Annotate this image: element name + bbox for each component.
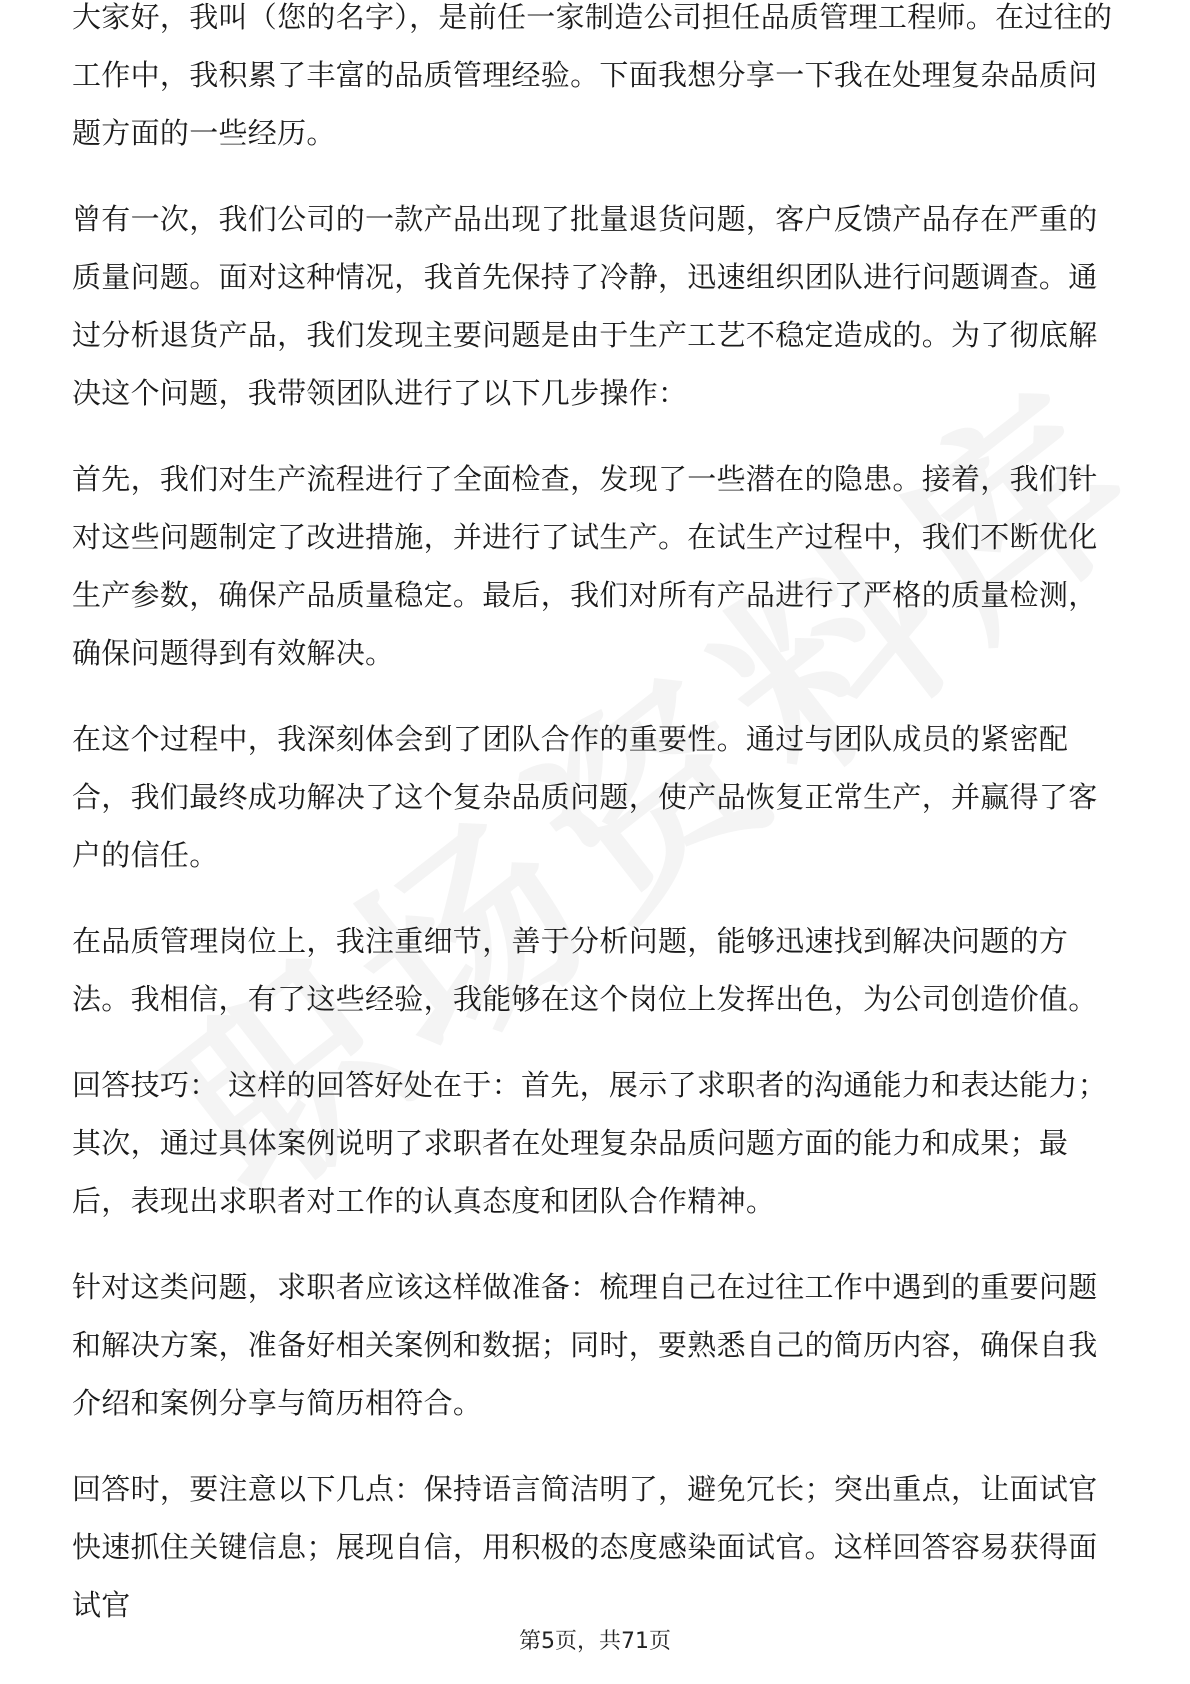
paragraph-preparation: 针对这类问题，求职者应该这样做准备：梳理自己在过往工作中遇到的重要问题和解决方案，准备好相关案例和数据；同时，要熟悉自己的简历内容，确保自我介绍和案例分享与简历相符合。 [72, 1270, 1098, 1420]
paragraph-attention-points: 回答时，要注意以下几点：保持语言简洁明了，避免冗长；突出重点，让面试官快速抓住关键信息；展现自信，用积极的态度感染面试官。这样回答容易获得面试官 [72, 1472, 1098, 1622]
paragraph-answer-tips: 回答技巧： 这样的回答好处在于：首先，展示了求职者的沟通能力和表达能力；其次，通过具体案例说明了求职者在处理复杂品质问题方面的能力和成果；最后，表现出求职者对工作的认真态度和团队合作精神。 [72, 1068, 1108, 1218]
paragraph-intro: 大家好，我叫（您的名字），是前任一家制造公司担任品质管理工程师。在过往的工作中，我积累了丰富的品质管理经验。下面我想分享一下我在处理复杂品质问题方面的一些经历。 [72, 0, 1113, 150]
paragraph-incident: 曾有一次，我们公司的一款产品出现了批量退货问题，客户反馈产品存在严重的质量问题。面对这种情况，我首先保持了冷静，迅速组织团队进行问题调查。通过分析退货产品，我们发现主要问题是由于生产工艺不稳定造成的。为了彻底解决这个问题，我带领团队进行了以下几步操作： [72, 202, 1098, 410]
paragraph-strengths: 在品质管理岗位上，我注重细节，善于分析问题，能够迅速找到解决问题的方法。我相信，有了这些经验，我能够在这个岗位上发挥出色，为公司创造价值。 [72, 924, 1098, 1016]
page-number-footer: 第5页，共71页 [519, 1629, 671, 1654]
paragraph-steps: 首先，我们对生产流程进行了全面检查，发现了一些潜在的隐患。接着，我们针对这些问题制定了改进措施，并进行了试生产。在试生产过程中，我们不断优化生产参数，确保产品质量稳定。最后，我们对所有产品进行了严格的质量检测，确保问题得到有效解决。 [72, 462, 1098, 670]
document-body [72, 0, 1118, 1662]
paragraph-teamwork: 在这个过程中，我深刻体会到了团队合作的重要性。通过与团队成员的紧密配合，我们最终成功解决了这个复杂品质问题，使产品恢复正常生产，并赢得了客户的信任。 [72, 722, 1098, 872]
